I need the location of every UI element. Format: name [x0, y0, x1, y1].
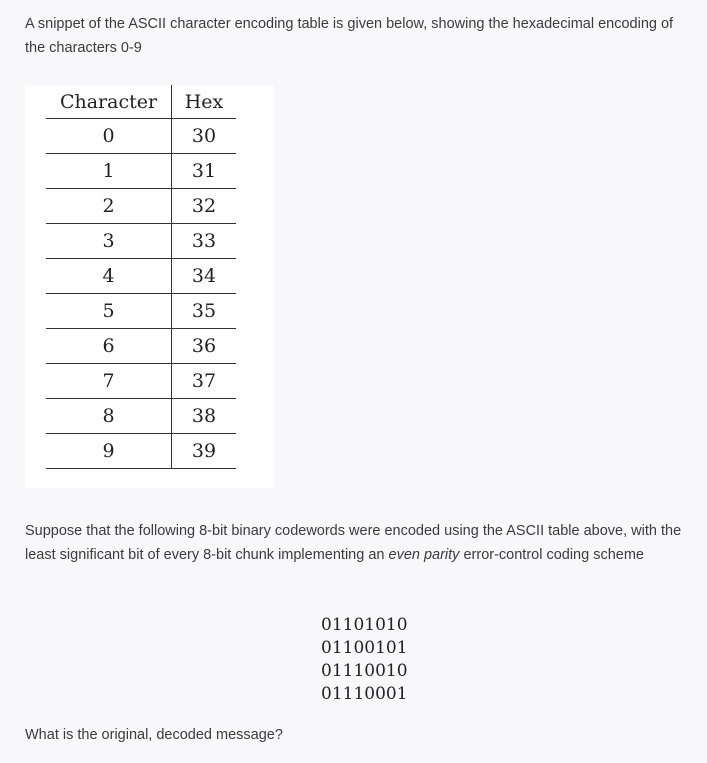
header-hex: Hex	[172, 85, 237, 119]
hex-cell: 35	[172, 294, 237, 329]
character-cell: 1	[46, 154, 172, 189]
question-paragraph	[25, 519, 695, 567]
codeword-list	[321, 614, 408, 706]
character-cell: 0	[46, 119, 172, 154]
question-text-start: Suppose that the following 8-bit binary codewords were encoded using the ASCII table above, with the least significant bit of every 8-bit chunk implementing an	[25, 523, 682, 563]
hex-cell: 39	[172, 434, 237, 469]
hex-cell: 32	[172, 189, 237, 224]
hex-cell: 36	[172, 329, 237, 364]
decode-prompt: What is the original, decoded message?	[25, 727, 283, 743]
header-character: Character	[46, 85, 172, 119]
character-cell: 2	[46, 189, 172, 224]
character-cell: 9	[46, 434, 172, 469]
table-row	[46, 434, 236, 469]
character-cell: 7	[46, 364, 172, 399]
character-cell: 8	[46, 399, 172, 434]
hex-cell: 37	[172, 364, 237, 399]
table-header-row	[46, 85, 236, 119]
table-row	[46, 154, 236, 189]
hex-cell: 33	[172, 224, 237, 259]
character-cell: 3	[46, 224, 172, 259]
even-parity-emphasis: even parity	[388, 547, 460, 563]
table-row	[46, 364, 236, 399]
character-cell: 6	[46, 329, 172, 364]
hex-cell: 30	[172, 119, 237, 154]
codeword: 01101010	[321, 615, 408, 635]
codeword: 01110010	[321, 661, 408, 681]
table-row	[46, 189, 236, 224]
table-row	[46, 224, 236, 259]
hex-cell: 38	[172, 399, 237, 434]
table-row	[46, 294, 236, 329]
ascii-table-panel	[25, 85, 274, 488]
hex-cell: 31	[172, 154, 237, 189]
character-cell: 4	[46, 259, 172, 294]
codeword: 01100101	[321, 638, 408, 658]
ascii-table	[46, 85, 236, 469]
table-row	[46, 399, 236, 434]
codeword: 01110001	[321, 684, 408, 704]
character-cell: 5	[46, 294, 172, 329]
intro-paragraph: A snippet of the ASCII character encoding table is given below, showing the hexadecimal encoding of the characters 0-9	[25, 16, 674, 56]
table-row	[46, 259, 236, 294]
hex-cell: 34	[172, 259, 237, 294]
table-row	[46, 329, 236, 364]
question-text-end: error-control coding scheme	[459, 547, 644, 563]
table-row	[46, 119, 236, 154]
